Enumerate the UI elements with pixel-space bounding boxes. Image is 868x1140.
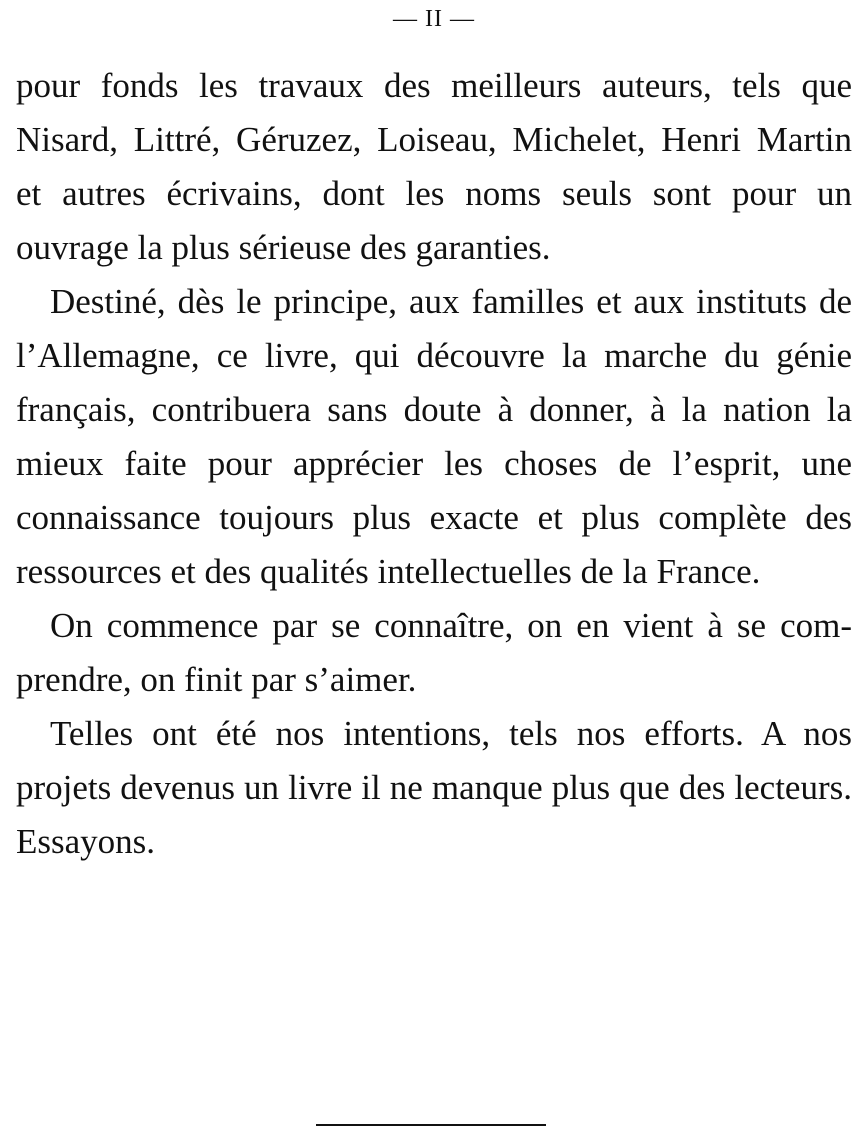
paragraph-3 [16,604,852,712]
closing-rule [316,1124,546,1126]
paragraph-4 [16,712,852,874]
text-line: prendre, on finit par s’aimer. [16,660,417,699]
text-line: et autres écrivains, dont les noms seuls sont pour un [16,174,852,213]
text-line: français, contribuera sans doute à donner, à la nation la [16,390,852,429]
text-line: Essayons. [16,822,156,861]
text-line: projets devenus un livre il ne manque plus que des lecteurs. [16,768,852,807]
body-text [16,64,852,874]
page-number: — II — [393,6,475,32]
paragraph-1 [16,64,852,280]
text-line: Telles ont été nos intentions, tels nos efforts. A nos [50,714,852,753]
text-line: l’Allemagne, ce livre, qui découvre la marche du génie [16,336,852,375]
text-line: Nisard, Littré, Géruzez, Loiseau, Michelet, Henri Martin [16,120,852,159]
text-line: mieux faite pour apprécier les choses de l’esprit, une [16,444,852,483]
paragraph-2 [16,280,852,604]
text-line: connaissance toujours plus exacte et plus complète des [16,498,852,537]
text-line: On commence par se connaître, on en vient à se com- [50,606,852,645]
text-line: ouvrage la plus sérieuse des garanties. [16,228,551,267]
text-line: Destiné, dès le principe, aux familles et aux instituts de [50,282,852,321]
text-line: pour fonds les travaux des meilleurs auteurs, tels que [16,66,852,105]
text-line: ressources et des qualités intellectuelles de la France. [16,552,761,591]
